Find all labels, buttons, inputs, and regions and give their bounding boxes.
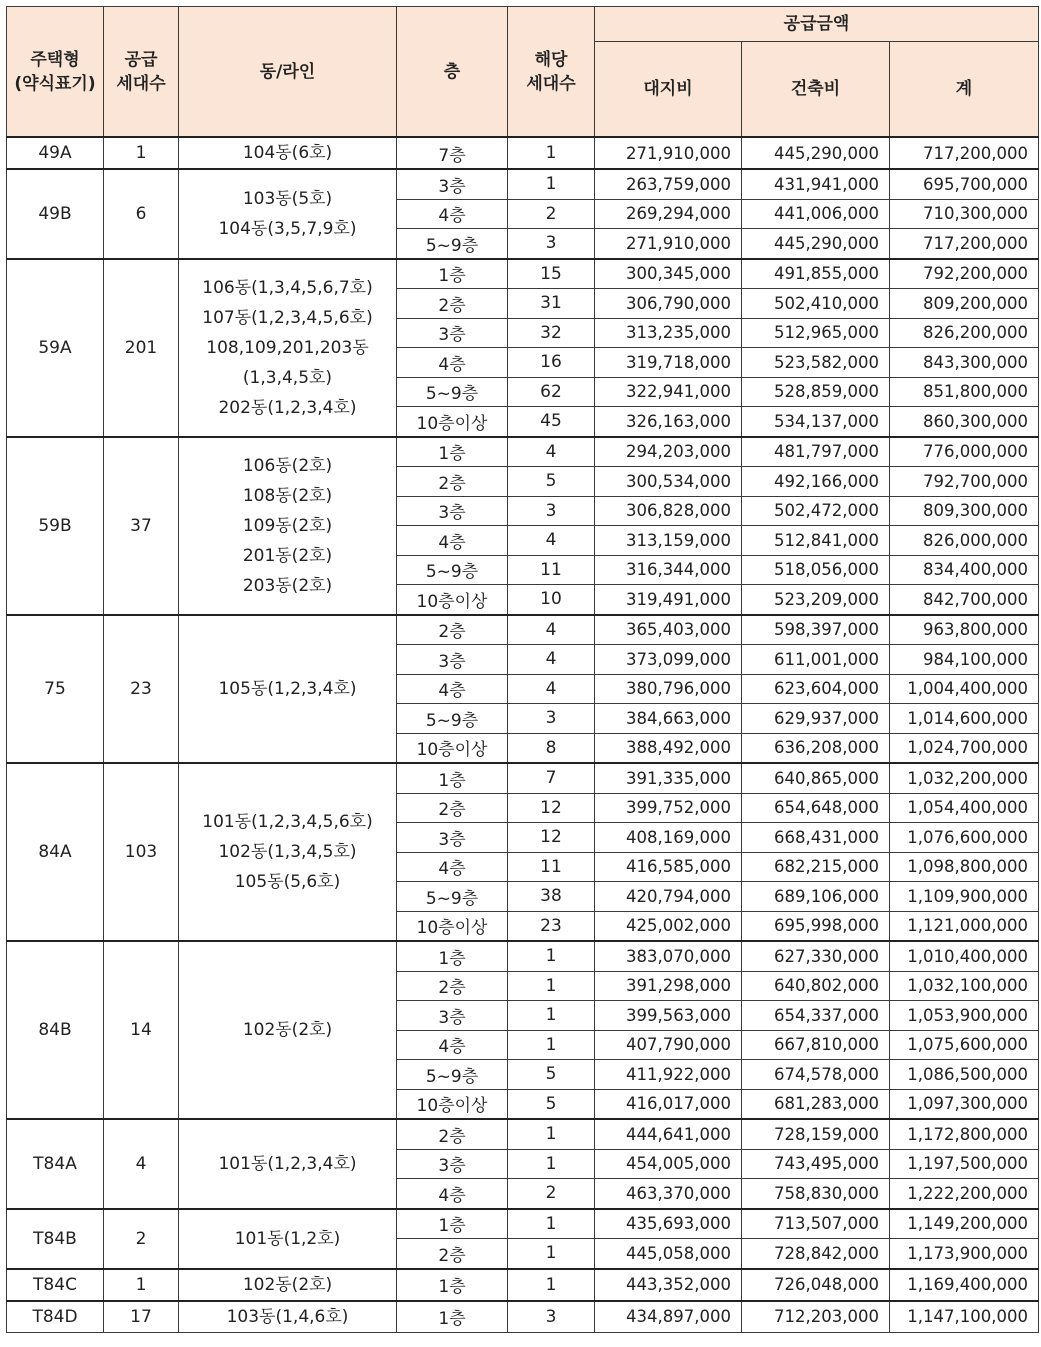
dong-line-cell bbox=[179, 615, 397, 764]
land-cost-cell: 319,491,000 bbox=[595, 585, 742, 615]
floor-cell: 7층 bbox=[397, 137, 508, 169]
dong-line-cell bbox=[179, 1269, 397, 1301]
floor-cell: 4층 bbox=[397, 1030, 508, 1060]
total-price-cell: 860,300,000 bbox=[890, 407, 1039, 437]
floor-units-cell: 5 bbox=[508, 467, 595, 497]
building-cost-cell: 712,203,000 bbox=[742, 1301, 890, 1333]
floor-cell: 2층 bbox=[397, 1239, 508, 1269]
floor-cell: 5~9층 bbox=[397, 1060, 508, 1090]
total-price-cell: 1,147,100,000 bbox=[890, 1301, 1039, 1333]
building-cost-cell: 743,495,000 bbox=[742, 1149, 890, 1179]
total-price-cell: 1,097,300,000 bbox=[890, 1089, 1039, 1119]
floor-cell: 1층 bbox=[397, 941, 508, 971]
house-type-cell: T84A bbox=[7, 1119, 104, 1209]
header-dong-line: 동/라인 bbox=[179, 7, 397, 138]
land-cost-cell: 300,534,000 bbox=[595, 467, 742, 497]
dong-line-text: 109동(2호) bbox=[242, 515, 333, 536]
land-cost-cell: 444,641,000 bbox=[595, 1119, 742, 1149]
dong-line-text: 102동(1,3,4,5호) bbox=[218, 842, 357, 862]
floor-units-cell: 5 bbox=[508, 1060, 595, 1090]
building-cost-cell: 682,215,000 bbox=[742, 852, 890, 882]
floor-units-cell: 4 bbox=[508, 645, 595, 675]
floor-units-cell: 1 bbox=[508, 941, 595, 971]
floor-cell: 1층 bbox=[397, 1209, 508, 1239]
total-price-cell: 1,004,400,000 bbox=[890, 674, 1039, 704]
supply-units-cell: 103 bbox=[104, 763, 179, 941]
floor-cell: 4층 bbox=[397, 199, 508, 229]
table-row bbox=[7, 1301, 1039, 1333]
floor-cell: 1층 bbox=[397, 437, 508, 467]
land-cost-cell: 445,058,000 bbox=[595, 1239, 742, 1269]
total-price-cell: 695,700,000 bbox=[890, 169, 1039, 199]
supply-units-cell: 4 bbox=[104, 1119, 179, 1209]
building-cost-cell: 512,841,000 bbox=[742, 526, 890, 556]
floor-units-cell: 1 bbox=[508, 1209, 595, 1239]
house-type-cell: T84C bbox=[7, 1269, 104, 1301]
dong-line-text: 108,109,201,203동 bbox=[206, 337, 369, 358]
header-floor: 층 bbox=[397, 7, 508, 138]
building-cost-cell: 668,431,000 bbox=[742, 823, 890, 853]
building-cost-cell: 431,941,000 bbox=[742, 169, 890, 199]
dong-line-text: 102동(2호) bbox=[242, 1274, 333, 1295]
total-price-cell: 809,200,000 bbox=[890, 289, 1039, 319]
supply-units-cell: 14 bbox=[104, 941, 179, 1119]
floor-cell: 5~9층 bbox=[397, 377, 508, 407]
land-cost-cell: 294,203,000 bbox=[595, 437, 742, 467]
dong-line-cell bbox=[179, 763, 397, 941]
floor-units-cell: 1 bbox=[508, 137, 595, 169]
land-cost-cell: 300,345,000 bbox=[595, 259, 742, 289]
floor-units-cell: 3 bbox=[508, 496, 595, 526]
land-cost-cell: 388,492,000 bbox=[595, 733, 742, 763]
house-type-cell: T84D bbox=[7, 1301, 104, 1333]
building-cost-cell: 640,865,000 bbox=[742, 763, 890, 793]
floor-cell: 10층이상 bbox=[397, 911, 508, 941]
table-row bbox=[7, 137, 1039, 169]
land-cost-cell: 391,298,000 bbox=[595, 971, 742, 1001]
table-row bbox=[7, 941, 1039, 971]
floor-units-cell: 23 bbox=[508, 911, 595, 941]
floor-cell: 3층 bbox=[397, 496, 508, 526]
building-cost-cell: 534,137,000 bbox=[742, 407, 890, 437]
house-type-cell: 59A bbox=[7, 259, 104, 437]
building-cost-cell: 445,290,000 bbox=[742, 137, 890, 169]
land-cost-cell: 271,910,000 bbox=[595, 137, 742, 169]
land-cost-cell: 326,163,000 bbox=[595, 407, 742, 437]
floor-units-cell: 31 bbox=[508, 289, 595, 319]
floor-units-cell: 5 bbox=[508, 1089, 595, 1119]
total-price-cell: 963,800,000 bbox=[890, 615, 1039, 645]
supply-units-cell: 1 bbox=[104, 137, 179, 169]
land-cost-cell: 463,370,000 bbox=[595, 1179, 742, 1209]
building-cost-cell: 523,582,000 bbox=[742, 348, 890, 378]
header-land-cost: 대지비 bbox=[595, 42, 742, 138]
table-row bbox=[7, 169, 1039, 199]
dong-line-text: 105동(5,6호) bbox=[234, 872, 341, 892]
floor-cell: 1층 bbox=[397, 259, 508, 289]
total-price-cell: 1,197,500,000 bbox=[890, 1149, 1039, 1179]
floor-cell: 10층이상 bbox=[397, 1089, 508, 1119]
building-cost-cell: 481,797,000 bbox=[742, 437, 890, 467]
supply-units-cell: 1 bbox=[104, 1269, 179, 1301]
building-cost-cell: 728,159,000 bbox=[742, 1119, 890, 1149]
land-cost-cell: 365,403,000 bbox=[595, 615, 742, 645]
floor-cell: 5~9층 bbox=[397, 555, 508, 585]
building-cost-cell: 611,001,000 bbox=[742, 645, 890, 675]
floor-units-cell: 1 bbox=[508, 971, 595, 1001]
land-cost-cell: 434,897,000 bbox=[595, 1301, 742, 1333]
building-cost-cell: 695,998,000 bbox=[742, 911, 890, 941]
floor-units-cell: 11 bbox=[508, 555, 595, 585]
house-type-cell: 49A bbox=[7, 137, 104, 169]
land-cost-cell: 416,585,000 bbox=[595, 852, 742, 882]
floor-units-cell: 16 bbox=[508, 348, 595, 378]
building-cost-cell: 627,330,000 bbox=[742, 941, 890, 971]
building-cost-cell: 491,855,000 bbox=[742, 259, 890, 289]
header-total: 계 bbox=[890, 42, 1039, 138]
total-price-cell: 717,200,000 bbox=[890, 229, 1039, 259]
total-price-cell: 1,053,900,000 bbox=[890, 1001, 1039, 1031]
supply-units-cell: 6 bbox=[104, 169, 179, 259]
supply-units-cell: 17 bbox=[104, 1301, 179, 1333]
land-cost-cell: 443,352,000 bbox=[595, 1269, 742, 1301]
total-price-cell: 843,300,000 bbox=[890, 348, 1039, 378]
land-cost-cell: 322,941,000 bbox=[595, 377, 742, 407]
land-cost-cell: 306,828,000 bbox=[595, 496, 742, 526]
land-cost-cell: 420,794,000 bbox=[595, 882, 742, 912]
building-cost-cell: 667,810,000 bbox=[742, 1030, 890, 1060]
land-cost-cell: 271,910,000 bbox=[595, 229, 742, 259]
table-row bbox=[7, 1209, 1039, 1239]
house-type-cell: T84B bbox=[7, 1209, 104, 1269]
floor-cell: 5~9층 bbox=[397, 704, 508, 734]
building-cost-cell: 654,648,000 bbox=[742, 793, 890, 823]
dong-line-text: 101동(1,2호) bbox=[234, 1228, 341, 1249]
floor-cell: 4층 bbox=[397, 526, 508, 556]
floor-units-cell: 3 bbox=[508, 704, 595, 734]
total-price-cell: 717,200,000 bbox=[890, 137, 1039, 169]
total-price-cell: 1,054,400,000 bbox=[890, 793, 1039, 823]
dong-line-text: 203동(2호) bbox=[242, 575, 333, 596]
floor-units-cell: 15 bbox=[508, 259, 595, 289]
land-cost-cell: 391,335,000 bbox=[595, 763, 742, 793]
floor-cell: 10층이상 bbox=[397, 407, 508, 437]
building-cost-cell: 728,842,000 bbox=[742, 1239, 890, 1269]
land-cost-cell: 399,563,000 bbox=[595, 1001, 742, 1031]
supply-units-cell: 2 bbox=[104, 1209, 179, 1269]
house-type-cell: 84B bbox=[7, 941, 104, 1119]
floor-units-cell: 2 bbox=[508, 199, 595, 229]
building-cost-cell: 502,472,000 bbox=[742, 496, 890, 526]
floor-units-cell: 12 bbox=[508, 823, 595, 853]
total-price-cell: 1,032,200,000 bbox=[890, 763, 1039, 793]
total-price-cell: 851,800,000 bbox=[890, 377, 1039, 407]
building-cost-cell: 502,410,000 bbox=[742, 289, 890, 319]
land-cost-cell: 425,002,000 bbox=[595, 911, 742, 941]
land-cost-cell: 411,922,000 bbox=[595, 1060, 742, 1090]
total-price-cell: 1,098,800,000 bbox=[890, 852, 1039, 882]
floor-cell: 1층 bbox=[397, 1269, 508, 1301]
floor-units-cell: 62 bbox=[508, 377, 595, 407]
floor-cell: 2층 bbox=[397, 615, 508, 645]
dong-line-text: 104동(3,5,7,9호) bbox=[218, 218, 357, 239]
floor-units-cell: 10 bbox=[508, 585, 595, 615]
floor-cell: 4층 bbox=[397, 674, 508, 704]
floor-cell: 5~9층 bbox=[397, 882, 508, 912]
floor-cell: 2층 bbox=[397, 971, 508, 1001]
total-price-cell: 1,149,200,000 bbox=[890, 1209, 1039, 1239]
floor-cell: 2층 bbox=[397, 793, 508, 823]
total-price-cell: 826,000,000 bbox=[890, 526, 1039, 556]
building-cost-cell: 441,006,000 bbox=[742, 199, 890, 229]
building-cost-cell: 512,965,000 bbox=[742, 318, 890, 348]
supply-price-table bbox=[6, 6, 1039, 1333]
floor-cell: 4층 bbox=[397, 1179, 508, 1209]
building-cost-cell: 528,859,000 bbox=[742, 377, 890, 407]
table-body bbox=[7, 137, 1039, 1332]
floor-units-cell: 12 bbox=[508, 793, 595, 823]
floor-units-cell: 38 bbox=[508, 882, 595, 912]
building-cost-cell: 636,208,000 bbox=[742, 733, 890, 763]
table-row bbox=[7, 437, 1039, 467]
land-cost-cell: 383,070,000 bbox=[595, 941, 742, 971]
floor-cell: 3층 bbox=[397, 1001, 508, 1031]
dong-line-text: 108동(2호) bbox=[242, 485, 333, 506]
land-cost-cell: 384,663,000 bbox=[595, 704, 742, 734]
building-cost-cell: 640,802,000 bbox=[742, 971, 890, 1001]
dong-line-cell bbox=[179, 1301, 397, 1333]
floor-units-cell: 3 bbox=[508, 1301, 595, 1333]
total-price-cell: 1,032,100,000 bbox=[890, 971, 1039, 1001]
supply-units-cell: 23 bbox=[104, 615, 179, 764]
floor-units-cell: 8 bbox=[508, 733, 595, 763]
dong-line-cell bbox=[179, 941, 397, 1119]
floor-cell: 3층 bbox=[397, 318, 508, 348]
building-cost-cell: 623,604,000 bbox=[742, 674, 890, 704]
dong-line-text: 101동(1,2,3,4,5,6호) bbox=[202, 812, 373, 832]
dong-line-cell bbox=[179, 1209, 397, 1269]
total-price-cell: 1,086,500,000 bbox=[890, 1060, 1039, 1090]
floor-units-cell: 1 bbox=[508, 1239, 595, 1269]
floor-cell: 1층 bbox=[397, 763, 508, 793]
land-cost-cell: 316,344,000 bbox=[595, 555, 742, 585]
building-cost-cell: 629,937,000 bbox=[742, 704, 890, 734]
land-cost-cell: 454,005,000 bbox=[595, 1149, 742, 1179]
total-price-cell: 710,300,000 bbox=[890, 199, 1039, 229]
header-building-cost: 건축비 bbox=[742, 42, 890, 138]
total-price-cell: 826,200,000 bbox=[890, 318, 1039, 348]
total-price-cell: 792,200,000 bbox=[890, 259, 1039, 289]
dong-line-text: 104동(6호) bbox=[242, 143, 333, 163]
total-price-cell: 1,014,600,000 bbox=[890, 704, 1039, 734]
table-row bbox=[7, 763, 1039, 793]
building-cost-cell: 674,578,000 bbox=[742, 1060, 890, 1090]
building-cost-cell: 523,209,000 bbox=[742, 585, 890, 615]
total-price-cell: 1,173,900,000 bbox=[890, 1239, 1039, 1269]
total-price-cell: 1,121,000,000 bbox=[890, 911, 1039, 941]
dong-line-cell bbox=[179, 137, 397, 169]
table-header bbox=[7, 7, 1039, 138]
total-price-cell: 1,169,400,000 bbox=[890, 1269, 1039, 1301]
land-cost-cell: 306,790,000 bbox=[595, 289, 742, 319]
floor-cell: 4층 bbox=[397, 348, 508, 378]
floor-units-cell: 4 bbox=[508, 615, 595, 645]
total-price-cell: 792,700,000 bbox=[890, 467, 1039, 497]
supply-units-cell: 201 bbox=[104, 259, 179, 437]
building-cost-cell: 713,507,000 bbox=[742, 1209, 890, 1239]
floor-cell: 2층 bbox=[397, 289, 508, 319]
land-cost-cell: 313,159,000 bbox=[595, 526, 742, 556]
floor-units-cell: 1 bbox=[508, 1269, 595, 1301]
land-cost-cell: 319,718,000 bbox=[595, 348, 742, 378]
floor-cell: 10층이상 bbox=[397, 585, 508, 615]
dong-line-text: 102동(2호) bbox=[242, 1020, 333, 1040]
floor-units-cell: 1 bbox=[508, 1119, 595, 1149]
total-price-cell: 1,172,800,000 bbox=[890, 1119, 1039, 1149]
total-price-cell: 1,010,400,000 bbox=[890, 941, 1039, 971]
land-cost-cell: 408,169,000 bbox=[595, 823, 742, 853]
floor-cell: 3층 bbox=[397, 645, 508, 675]
total-price-cell: 984,100,000 bbox=[890, 645, 1039, 675]
floor-cell: 3층 bbox=[397, 169, 508, 199]
floor-cell: 3층 bbox=[397, 823, 508, 853]
floor-units-cell: 45 bbox=[508, 407, 595, 437]
dong-line-text: 103동(5호) bbox=[242, 188, 333, 209]
house-type-cell: 49B bbox=[7, 169, 104, 259]
building-cost-cell: 518,056,000 bbox=[742, 555, 890, 585]
land-cost-cell: 373,099,000 bbox=[595, 645, 742, 675]
building-cost-cell: 689,106,000 bbox=[742, 882, 890, 912]
land-cost-cell: 263,759,000 bbox=[595, 169, 742, 199]
land-cost-cell: 435,693,000 bbox=[595, 1209, 742, 1239]
dong-line-text: 106동(1,3,4,5,6,7호) bbox=[202, 277, 373, 298]
floor-cell: 2층 bbox=[397, 467, 508, 497]
building-cost-cell: 492,166,000 bbox=[742, 467, 890, 497]
house-type-cell: 59B bbox=[7, 437, 104, 615]
building-cost-cell: 726,048,000 bbox=[742, 1269, 890, 1301]
building-cost-cell: 598,397,000 bbox=[742, 615, 890, 645]
floor-cell: 3층 bbox=[397, 1149, 508, 1179]
land-cost-cell: 269,294,000 bbox=[595, 199, 742, 229]
land-cost-cell: 416,017,000 bbox=[595, 1089, 742, 1119]
dong-line-text: 101동(1,2,3,4호) bbox=[218, 1153, 357, 1174]
floor-units-cell: 4 bbox=[508, 674, 595, 704]
dong-line-text: (1,3,4,5호) bbox=[242, 367, 333, 388]
total-price-cell: 1,024,700,000 bbox=[890, 733, 1039, 763]
dong-line-text: 201동(2호) bbox=[242, 545, 333, 566]
supply-units-cell: 37 bbox=[104, 437, 179, 615]
house-type-cell: 75 bbox=[7, 615, 104, 764]
header-supply-units: 공급 세대수 bbox=[104, 7, 179, 138]
house-type-cell: 84A bbox=[7, 763, 104, 941]
floor-units-cell: 2 bbox=[508, 1179, 595, 1209]
building-cost-cell: 445,290,000 bbox=[742, 229, 890, 259]
header-house-type: 주택형 (약식표기) bbox=[7, 7, 104, 138]
table-row bbox=[7, 1119, 1039, 1149]
dong-line-text: 202동(1,2,3,4호) bbox=[218, 397, 357, 418]
floor-units-cell: 4 bbox=[508, 526, 595, 556]
table-row bbox=[7, 1269, 1039, 1301]
building-cost-cell: 681,283,000 bbox=[742, 1089, 890, 1119]
floor-units-cell: 11 bbox=[508, 852, 595, 882]
building-cost-cell: 758,830,000 bbox=[742, 1179, 890, 1209]
land-cost-cell: 407,790,000 bbox=[595, 1030, 742, 1060]
floor-cell: 5~9층 bbox=[397, 229, 508, 259]
dong-line-text: 106동(2호) bbox=[242, 455, 333, 476]
total-price-cell: 809,300,000 bbox=[890, 496, 1039, 526]
dong-line-cell bbox=[179, 1119, 397, 1209]
table-row bbox=[7, 615, 1039, 645]
floor-cell: 1층 bbox=[397, 1301, 508, 1333]
dong-line-text: 105동(1,2,3,4호) bbox=[218, 678, 357, 699]
floor-units-cell: 4 bbox=[508, 437, 595, 467]
land-cost-cell: 380,796,000 bbox=[595, 674, 742, 704]
land-cost-cell: 313,235,000 bbox=[595, 318, 742, 348]
floor-cell: 10층이상 bbox=[397, 733, 508, 763]
total-price-cell: 842,700,000 bbox=[890, 585, 1039, 615]
floor-units-cell: 32 bbox=[508, 318, 595, 348]
floor-units-cell: 7 bbox=[508, 763, 595, 793]
dong-line-cell bbox=[179, 259, 397, 437]
total-price-cell: 834,400,000 bbox=[890, 555, 1039, 585]
floor-units-cell: 3 bbox=[508, 229, 595, 259]
supply-price-table-container bbox=[6, 6, 1039, 1333]
dong-line-cell bbox=[179, 169, 397, 259]
building-cost-cell: 654,337,000 bbox=[742, 1001, 890, 1031]
floor-units-cell: 1 bbox=[508, 1149, 595, 1179]
header-supply-price: 공급금액 bbox=[595, 7, 1039, 42]
floor-cell: 4층 bbox=[397, 852, 508, 882]
land-cost-cell: 399,752,000 bbox=[595, 793, 742, 823]
floor-cell: 2층 bbox=[397, 1119, 508, 1149]
header-floor-units: 해당 세대수 bbox=[508, 7, 595, 138]
total-price-cell: 1,222,200,000 bbox=[890, 1179, 1039, 1209]
total-price-cell: 776,000,000 bbox=[890, 437, 1039, 467]
dong-line-cell bbox=[179, 437, 397, 615]
dong-line-text: 107동(1,2,3,4,5,6호) bbox=[202, 307, 373, 328]
dong-line-text: 103동(1,4,6호) bbox=[226, 1306, 349, 1327]
floor-units-cell: 1 bbox=[508, 1001, 595, 1031]
total-price-cell: 1,109,900,000 bbox=[890, 882, 1039, 912]
total-price-cell: 1,076,600,000 bbox=[890, 823, 1039, 853]
total-price-cell: 1,075,600,000 bbox=[890, 1030, 1039, 1060]
floor-units-cell: 1 bbox=[508, 1030, 595, 1060]
floor-units-cell: 1 bbox=[508, 169, 595, 199]
table-row bbox=[7, 259, 1039, 289]
